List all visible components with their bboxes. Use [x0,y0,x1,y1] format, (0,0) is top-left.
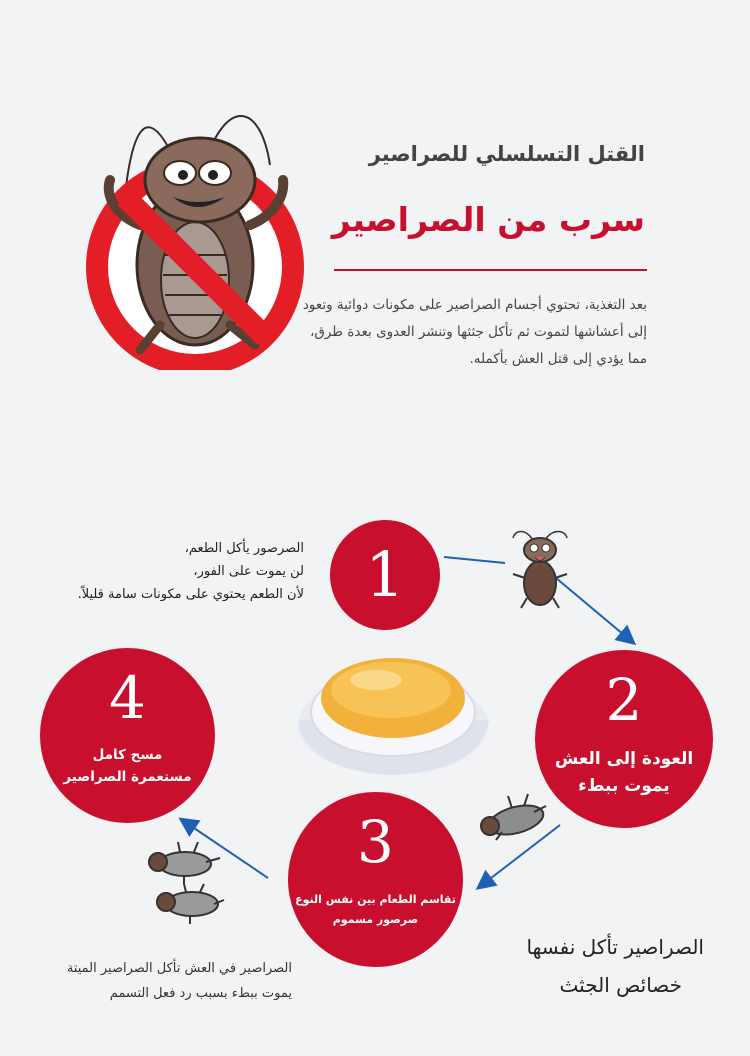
step-4-circle [40,648,215,823]
step-4-note [468,928,704,1004]
step-1-note-line-2: لن يموت على الفور، [193,564,304,579]
step-2-number: 2 [605,666,643,734]
dying-cockroach-icon [472,792,552,842]
page-subtitle: القتل التسلسلي للصراصير [368,142,645,166]
step-2-label-line-1: العودة إلى العش [554,749,694,769]
step-3-label [288,890,463,930]
step-3-note [20,956,292,1006]
step-3-note-line-2: يموت ببطء بسبب رد فعل التسمم [109,986,292,1001]
step-1-note-line-3: لأن الطعم يحتوي على مكونات سامة قليلاً. [77,587,304,602]
step-4-label-line-1: مسح كامل [92,747,163,763]
step-2-label [535,746,713,800]
step-2-circle [535,650,713,828]
arrow-1-to-cockroach [444,557,505,563]
step-2-label-line-2: يموت ببطء [578,776,670,796]
intro-description: بعد التغذية، تحتوي أجسام الصراصير على مكونات دوائية وتعود إلى أعشاشها لتموت ثم تأكل جثثها وتنشر العدوى بعدة طرق، مما يؤدي إلى قتل العش بأكمله. [302,297,647,367]
step-4-label-line-2: مستعمرة الصراصير [63,769,192,785]
step-3-label-line-2: صرصور مسموم [332,913,419,926]
bait-gel-icon [296,640,491,780]
step-4-number: 4 [109,664,146,732]
step-1-number: 1 [365,538,405,611]
step-3-number: 3 [357,808,394,876]
step-4-note-line-2: خصائص الجثث [559,973,682,997]
step-3-circle [288,792,463,967]
step-3-label-line-1: تقاسم الطعام بين نفس النوع [295,893,456,906]
step-4-label [40,744,215,788]
page-title: سرب من الصراصير [331,200,645,239]
step-1-note [60,537,304,606]
cockroach-eating-icon [505,528,575,610]
step-1-circle [330,520,440,630]
step-1-note-line-1: الصرصور يأكل الطعم، [184,541,304,556]
step-3-note-line-1: الصراصير في العش تأكل الصراصير الميتة [66,961,292,976]
dead-cockroaches-icon [140,842,225,924]
step-4-note-line-1: الصراصير تأكل نفسها [526,935,704,959]
